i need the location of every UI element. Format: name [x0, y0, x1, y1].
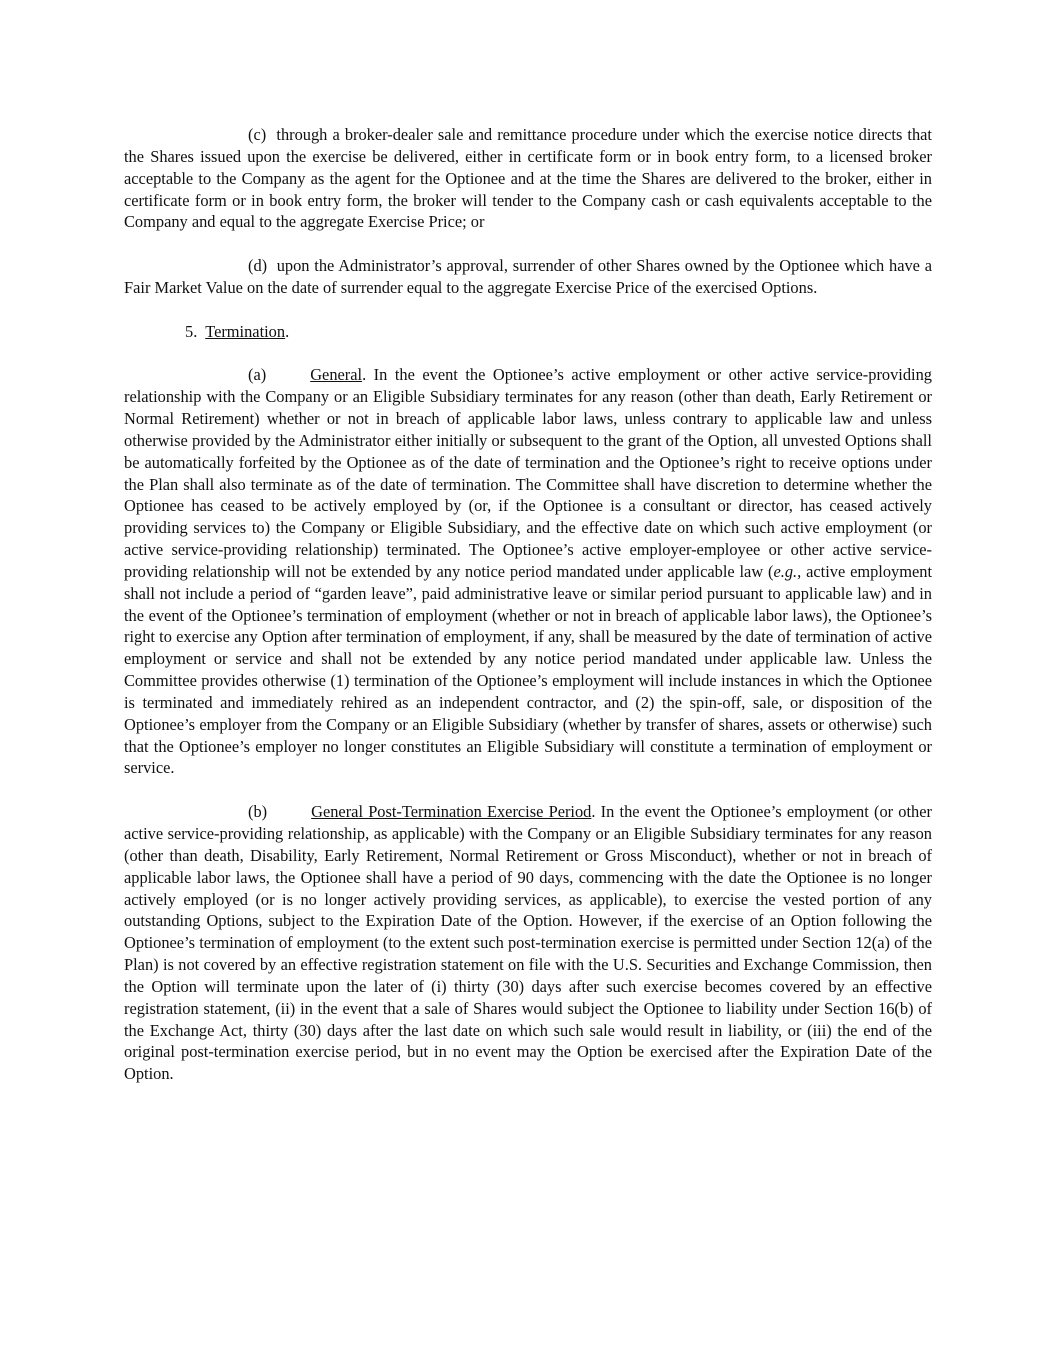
paragraph-c-text: through a broker-dealer sale and remittance procedure under which the exercise notice directs that the Shares issued upon the exercise be delivered, either in certificate form or in book entry form, to a licensed broker acceptable to the Company as the agent for the Optionee and at the time the Shares are delivered to the broker, either in certificate form or in book entry form, the broker will tender to the Company cash or cash equivalents acceptable to the Company and equal to the aggregate Exercise Price; or [124, 125, 932, 232]
paragraph-d [124, 255, 932, 299]
paragraph-a-label: (a) [248, 365, 267, 385]
paragraph-a [124, 364, 932, 779]
section-5-heading [124, 321, 932, 343]
paragraph-b-heading: General Post-Termination Exercise Period [311, 802, 592, 822]
paragraph-a-heading: General [310, 365, 363, 385]
section-5-period: . [285, 321, 290, 341]
paragraph-a-text-2: active employment shall not include a period of “garden leave”, paid administrative leave or similar period pursuant to applicable law) and in the event of the Optionee’s termination of employment (whether or not in breach of applicable labor laws), the Optionee’s right to exercise any Option after termination of employment, if any, shall be measured by the date of termination of active employment or service and shall not be extended by any notice period mandated under applicable law. Unless the Committee provides otherwise (1) termination of the Optionee’s employment will include instances in which the Optionee is terminated and immediately rehired as an independent contractor, and (2) the spin-off, sale, or disposition of the Optionee’s employer from the Company or an Eligible Subsidiary (whether by transfer of shares, assets or otherwise) such that the Optionee’s employer no longer constitutes an Eligible Subsidiary will constitute a termination of employment or service. [124, 561, 933, 778]
paragraph-b-text: . In the event the Optionee’s employment (or other active service-providing relationship, as applicable) with the Company or an Eligible Subsidiary terminates for any reason (other than death, Disability, Early Retirement, Normal Retirement or Gross Misconduct), whether or not in breach of applicable labor laws, the Optionee shall have a period of 90 days, commencing with the date the Optionee is no longer actively employed (or is no longer actively providing services, as applicable), to exercise the vested portion of any outstanding Options, subject to the Expiration Date of the Option. However, if the exercise of an Option following the Optionee’s termination of employment (to the extent such post-termination exercise is permitted under Section 12(a) of the Plan) is not covered by an effective registration statement on file with the U.S. Securities and Exchange Commission, then the Option will terminate upon the later of (i) thirty (30) days after such exercise becomes covered by an effective registration statement, (ii) in the event that a sale of Shares would subject the Optionee to liability under Section 16(b) of the Exchange Act, thirty (30) days after the last date on which such sale would result in liability, or (iii) the end of the original post-termination exercise period, but in no event may the Option be exercised after the Expiration Date of the Option. [124, 802, 932, 1084]
paragraph-b-label: (b) [248, 802, 268, 822]
document-page [124, 124, 932, 1107]
paragraph-d-text: upon the Administrator’s approval, surrender of other Shares owned by the Optionee which have a Fair Market Value on the date of surrender equal to the aggregate Exercise Price of the exercised Options. [124, 256, 933, 297]
paragraph-c-label: (c) [248, 125, 267, 144]
paragraph-a-eg: e.g., [773, 561, 802, 581]
section-5-number: 5. [185, 321, 198, 341]
paragraph-c [124, 124, 932, 233]
paragraph-d-label: (d) [248, 256, 268, 276]
paragraph-a-text-1: . In the event the Optionee’s active employment or other active service-providing relationship with the Company or an Eligible Subsidiary terminates for any reason (other than death, Early Retirement or Normal Retirement) whether or not in breach of applicable labor laws, unless contrary to applicable law and unless otherwise provided by the Administrator either initially or subsequent to the grant of the Option, all unvested Options shall be automatically forfeited by the Optionee as of the date of termination and the Optionee’s right to receive options under the Plan shall also terminate as of the date of termination. The Committee shall have discretion to determine whether the Optionee has ceased to be actively employed by (or, if the Optionee is a consultant or director, has ceased actively providing services to) the Company or Eligible Subsidiary, and the effective date on which such active employment (or active service-providing relationship) terminated. The Optionee’s active employer-employee or other active service-providing relationship will not be extended by any notice period mandated under applicable law ( [124, 365, 932, 581]
paragraph-b [124, 801, 932, 1085]
section-5-title: Termination [205, 321, 286, 341]
